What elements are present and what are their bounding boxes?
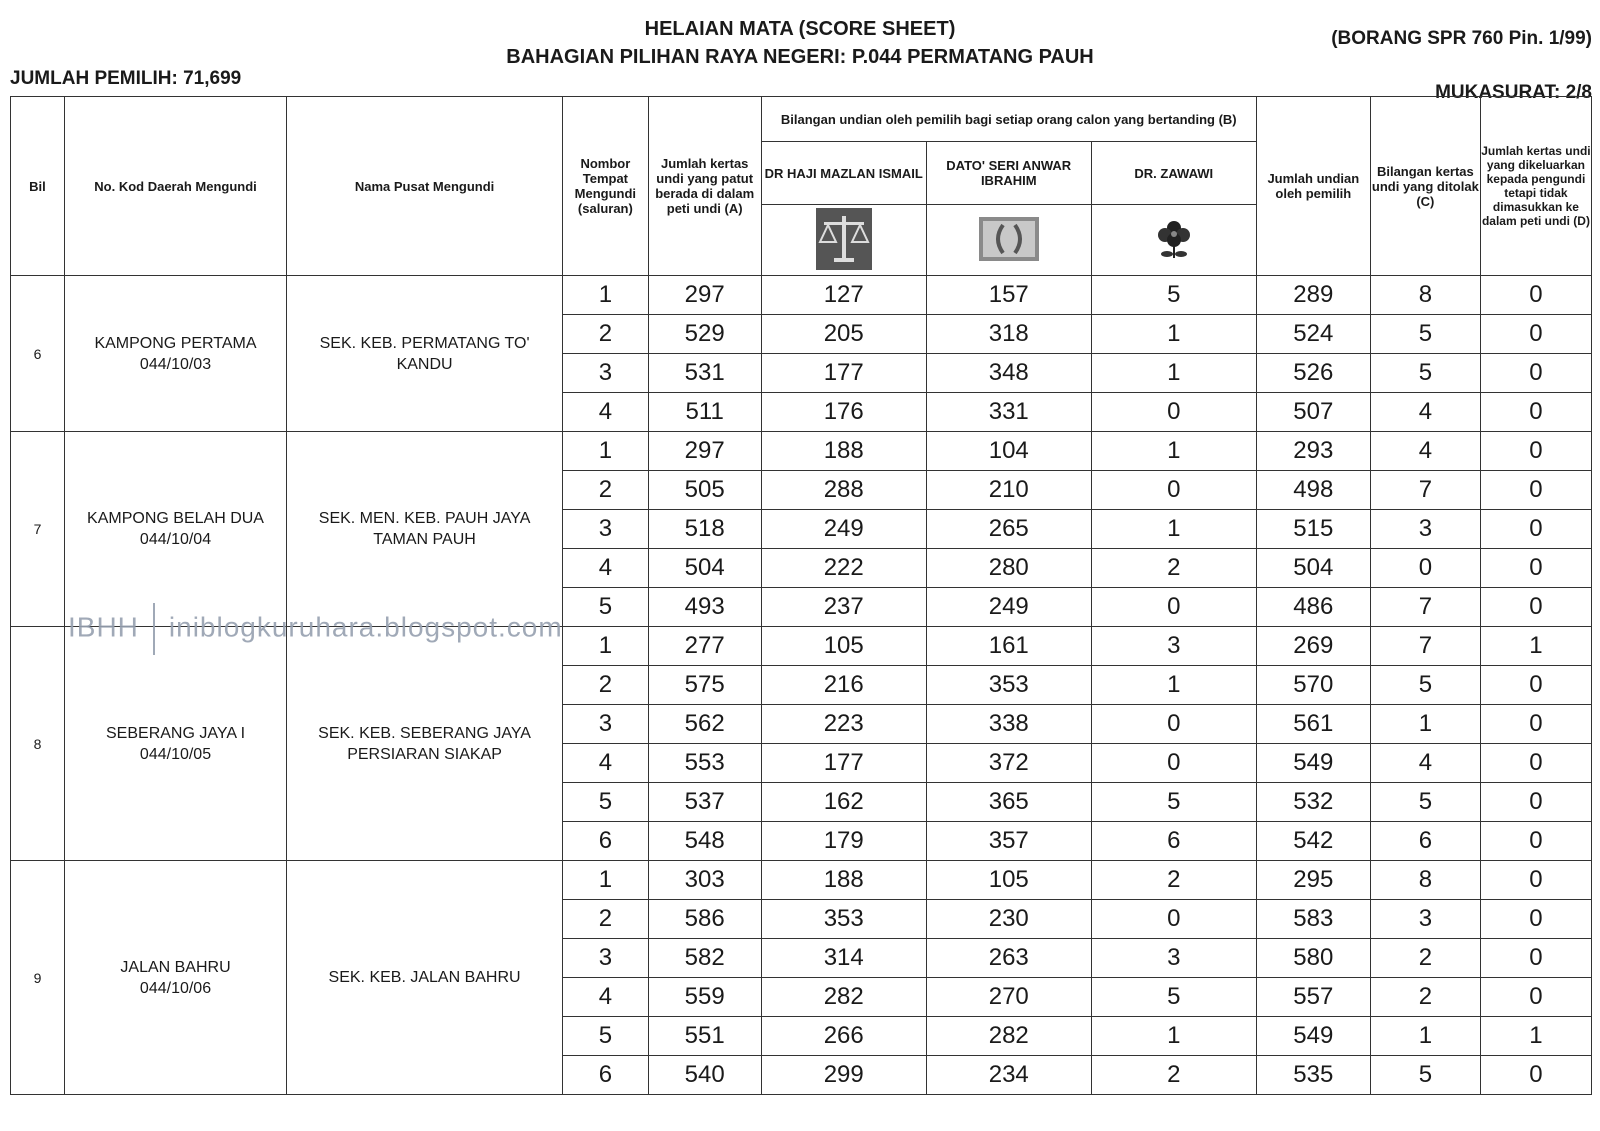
candidate-2-symbol bbox=[926, 205, 1091, 276]
rejected-papers: 4 bbox=[1370, 744, 1480, 783]
rejected-papers: 5 bbox=[1370, 783, 1480, 822]
total-votes: 549 bbox=[1256, 1017, 1370, 1056]
candidate-1-votes: 282 bbox=[761, 978, 926, 1017]
total-votes: 524 bbox=[1256, 315, 1370, 354]
district-cell bbox=[64, 276, 286, 432]
total-votes: 486 bbox=[1256, 588, 1370, 627]
total-votes: 542 bbox=[1256, 822, 1370, 861]
candidate-1-votes: 177 bbox=[761, 354, 926, 393]
papers-expected: 582 bbox=[648, 939, 761, 978]
candidate-1-votes: 216 bbox=[761, 666, 926, 705]
papers-expected: 551 bbox=[648, 1017, 761, 1056]
table-row bbox=[11, 861, 1592, 900]
papers-expected: 529 bbox=[648, 315, 761, 354]
stream-number: 5 bbox=[563, 783, 649, 822]
rejected-papers: 4 bbox=[1370, 393, 1480, 432]
candidate-2-votes: 318 bbox=[926, 315, 1091, 354]
papers-expected: 297 bbox=[648, 432, 761, 471]
candidate-1-votes: 249 bbox=[761, 510, 926, 549]
rejected-papers: 6 bbox=[1370, 822, 1480, 861]
issued-not-deposited: 1 bbox=[1480, 627, 1591, 666]
district-name: KAMPONG BELAH DUA bbox=[87, 510, 264, 527]
candidate-3-votes: 0 bbox=[1091, 744, 1256, 783]
rejected-papers: 5 bbox=[1370, 354, 1480, 393]
candidate-2-votes: 265 bbox=[926, 510, 1091, 549]
stream-number: 1 bbox=[563, 627, 649, 666]
candidate-1-votes: 127 bbox=[761, 276, 926, 315]
candidate-3-votes: 1 bbox=[1091, 315, 1256, 354]
rejected-papers: 5 bbox=[1370, 1056, 1480, 1095]
polling-centre-name: SEK. KEB. PERMATANG TO' KANDU bbox=[287, 276, 563, 432]
issued-not-deposited: 0 bbox=[1480, 549, 1591, 588]
total-votes: 580 bbox=[1256, 939, 1370, 978]
papers-expected: 575 bbox=[648, 666, 761, 705]
eye-logo-icon bbox=[979, 217, 1039, 264]
watermark-divider bbox=[153, 603, 155, 655]
issued-not-deposited: 0 bbox=[1480, 939, 1591, 978]
stream-number: 3 bbox=[563, 705, 649, 744]
issued-not-deposited: 0 bbox=[1480, 666, 1591, 705]
candidate-1-votes: 105 bbox=[761, 627, 926, 666]
issued-not-deposited: 0 bbox=[1480, 900, 1591, 939]
district-code: 044/10/05 bbox=[139, 745, 212, 763]
candidate-3-votes: 0 bbox=[1091, 900, 1256, 939]
rejected-papers: 3 bbox=[1370, 900, 1480, 939]
candidate-2-votes: 105 bbox=[926, 861, 1091, 900]
candidate-1-votes: 176 bbox=[761, 393, 926, 432]
stream-number: 3 bbox=[563, 510, 649, 549]
papers-expected: 511 bbox=[648, 393, 761, 432]
stream-number: 2 bbox=[563, 471, 649, 510]
score-table bbox=[10, 96, 1592, 1095]
papers-expected: 303 bbox=[648, 861, 761, 900]
candidate-3-votes: 3 bbox=[1091, 627, 1256, 666]
rejected-papers: 7 bbox=[1370, 588, 1480, 627]
issued-not-deposited: 0 bbox=[1480, 276, 1591, 315]
issued-not-deposited: 0 bbox=[1480, 705, 1591, 744]
issued-not-deposited: 0 bbox=[1480, 744, 1591, 783]
scales-icon bbox=[816, 208, 872, 273]
stream-number: 3 bbox=[563, 939, 649, 978]
papers-expected: 562 bbox=[648, 705, 761, 744]
district-cell bbox=[64, 627, 286, 861]
candidate-3-votes: 5 bbox=[1091, 783, 1256, 822]
candidate-2-votes: 249 bbox=[926, 588, 1091, 627]
rejected-papers: 2 bbox=[1370, 978, 1480, 1017]
district-name: KAMPONG PERTAMA bbox=[94, 334, 257, 352]
issued-not-deposited: 0 bbox=[1480, 783, 1591, 822]
total-votes: 526 bbox=[1256, 354, 1370, 393]
papers-expected: 531 bbox=[648, 354, 761, 393]
col-rejected: Bilangan kertas undi yang ditolak (C) bbox=[1370, 97, 1480, 276]
candidate-1-votes: 222 bbox=[761, 549, 926, 588]
col-total-votes: Jumlah undian oleh pemilih bbox=[1256, 97, 1370, 276]
watermark-left: IBHH bbox=[68, 611, 139, 643]
col-papers-expected: Jumlah kertas undi yang patut berada di dalam peti undi (A) bbox=[648, 97, 761, 276]
bil-number: 8 bbox=[11, 627, 65, 861]
candidate-3-votes: 6 bbox=[1091, 822, 1256, 861]
table-row bbox=[11, 432, 1592, 471]
candidate-1-votes: 188 bbox=[761, 861, 926, 900]
papers-expected: 586 bbox=[648, 900, 761, 939]
papers-expected: 297 bbox=[648, 276, 761, 315]
total-votes: 532 bbox=[1256, 783, 1370, 822]
candidate-1-votes: 179 bbox=[761, 822, 926, 861]
candidate-1-votes: 223 bbox=[761, 705, 926, 744]
page-number: MUKASURAT: 2/8 bbox=[1435, 82, 1592, 103]
issued-not-deposited: 0 bbox=[1480, 822, 1591, 861]
total-votes: 535 bbox=[1256, 1056, 1370, 1095]
candidate-1-votes: 188 bbox=[761, 432, 926, 471]
candidate-3-name: DR. ZAWAWI bbox=[1091, 142, 1256, 205]
candidate-3-votes: 3 bbox=[1091, 939, 1256, 978]
total-votes: 498 bbox=[1256, 471, 1370, 510]
candidate-2-votes: 270 bbox=[926, 978, 1091, 1017]
candidate-1-symbol bbox=[761, 205, 926, 276]
total-votes: 561 bbox=[1256, 705, 1370, 744]
stream-number: 2 bbox=[563, 900, 649, 939]
candidate-2-votes: 161 bbox=[926, 627, 1091, 666]
total-votes: 295 bbox=[1256, 861, 1370, 900]
issued-not-deposited: 0 bbox=[1480, 510, 1591, 549]
watermark-right: iniblogkuruhara.blogspot.com bbox=[168, 611, 563, 643]
issued-not-deposited: 0 bbox=[1480, 861, 1591, 900]
rejected-papers: 7 bbox=[1370, 471, 1480, 510]
issued-not-deposited: 0 bbox=[1480, 315, 1591, 354]
candidate-2-votes: 357 bbox=[926, 822, 1091, 861]
rejected-papers: 5 bbox=[1370, 666, 1480, 705]
papers-expected: 548 bbox=[648, 822, 761, 861]
candidate-3-votes: 5 bbox=[1091, 978, 1256, 1017]
stream-number: 1 bbox=[563, 861, 649, 900]
stream-number: 4 bbox=[563, 978, 649, 1017]
issued-not-deposited: 0 bbox=[1480, 471, 1591, 510]
total-votes: 549 bbox=[1256, 744, 1370, 783]
col-votes-group: Bilangan undian oleh pemilih bagi setiap orang calon yang bertanding (B) bbox=[761, 97, 1256, 142]
col-centre-name: Nama Pusat Mengundi bbox=[287, 97, 563, 276]
candidate-1-votes: 162 bbox=[761, 783, 926, 822]
col-bil: Bil bbox=[11, 97, 65, 276]
candidate-2-votes: 331 bbox=[926, 393, 1091, 432]
candidate-3-votes: 0 bbox=[1091, 393, 1256, 432]
rejected-papers: 8 bbox=[1370, 861, 1480, 900]
papers-expected: 518 bbox=[648, 510, 761, 549]
candidate-2-votes: 157 bbox=[926, 276, 1091, 315]
bil-number: 6 bbox=[11, 276, 65, 432]
candidate-3-votes: 1 bbox=[1091, 510, 1256, 549]
candidate-2-votes: 263 bbox=[926, 939, 1091, 978]
issued-not-deposited: 0 bbox=[1480, 432, 1591, 471]
candidate-3-votes: 5 bbox=[1091, 276, 1256, 315]
candidate-1-votes: 288 bbox=[761, 471, 926, 510]
candidate-2-votes: 230 bbox=[926, 900, 1091, 939]
candidate-2-votes: 282 bbox=[926, 1017, 1091, 1056]
rejected-papers: 8 bbox=[1370, 276, 1480, 315]
stream-number: 4 bbox=[563, 549, 649, 588]
candidate-2-name: DATO' SERI ANWAR IBRAHIM bbox=[926, 142, 1091, 205]
papers-expected: 493 bbox=[648, 588, 761, 627]
stream-number: 5 bbox=[563, 1017, 649, 1056]
stream-number: 6 bbox=[563, 822, 649, 861]
papers-expected: 277 bbox=[648, 627, 761, 666]
papers-expected: 504 bbox=[648, 549, 761, 588]
candidate-2-votes: 210 bbox=[926, 471, 1091, 510]
total-votes: 504 bbox=[1256, 549, 1370, 588]
total-votes: 557 bbox=[1256, 978, 1370, 1017]
candidate-2-votes: 280 bbox=[926, 549, 1091, 588]
sheet-title: HELAIAN MATA (SCORE SHEET) bbox=[644, 18, 956, 40]
candidate-3-votes: 2 bbox=[1091, 549, 1256, 588]
flower-icon bbox=[1154, 216, 1194, 265]
col-stream: Nombor Tempat Mengundi (saluran) bbox=[563, 97, 649, 276]
total-votes: 583 bbox=[1256, 900, 1370, 939]
stream-number: 1 bbox=[563, 276, 649, 315]
issued-not-deposited: 0 bbox=[1480, 978, 1591, 1017]
papers-expected: 537 bbox=[648, 783, 761, 822]
total-votes: 515 bbox=[1256, 510, 1370, 549]
candidate-3-votes: 1 bbox=[1091, 432, 1256, 471]
polling-centre-name: SEK. MEN. KEB. PAUH JAYA TAMAN PAUH bbox=[287, 432, 563, 627]
candidate-1-votes: 237 bbox=[761, 588, 926, 627]
papers-expected: 559 bbox=[648, 978, 761, 1017]
rejected-papers: 1 bbox=[1370, 705, 1480, 744]
total-votes: 507 bbox=[1256, 393, 1370, 432]
issued-not-deposited: 0 bbox=[1480, 393, 1591, 432]
col-district-code: No. Kod Daerah Mengundi bbox=[64, 97, 286, 276]
district-name: JALAN BAHRU bbox=[120, 958, 231, 976]
total-voters: JUMLAH PEMILIH: 71,699 bbox=[10, 68, 242, 89]
issued-not-deposited: 0 bbox=[1480, 1056, 1591, 1095]
candidate-3-votes: 0 bbox=[1091, 471, 1256, 510]
sheet-subtitle: BAHAGIAN PILIHAN RAYA NEGERI: P.044 PERMATANG PAUH bbox=[506, 46, 1094, 68]
candidate-3-votes: 0 bbox=[1091, 705, 1256, 744]
candidate-3-votes: 1 bbox=[1091, 666, 1256, 705]
papers-expected: 505 bbox=[648, 471, 761, 510]
candidate-3-votes: 2 bbox=[1091, 861, 1256, 900]
candidate-3-symbol bbox=[1091, 205, 1256, 276]
rejected-papers: 0 bbox=[1370, 549, 1480, 588]
candidate-2-votes: 372 bbox=[926, 744, 1091, 783]
total-votes: 289 bbox=[1256, 276, 1370, 315]
rejected-papers: 7 bbox=[1370, 627, 1480, 666]
rejected-papers: 2 bbox=[1370, 939, 1480, 978]
total-votes: 570 bbox=[1256, 666, 1370, 705]
candidate-2-votes: 348 bbox=[926, 354, 1091, 393]
candidate-1-name: DR HAJI MAZLAN ISMAIL bbox=[761, 142, 926, 205]
polling-centre-name: SEK. KEB. JALAN BAHRU bbox=[287, 861, 563, 1095]
district-name: SEBERANG JAYA I bbox=[106, 724, 246, 742]
polling-centre-name: SEK. KEB. SEBERANG JAYA PERSIARAN SIAKAP bbox=[287, 627, 563, 861]
bil-number: 9 bbox=[11, 861, 65, 1095]
stream-number: 1 bbox=[563, 432, 649, 471]
district-code: 044/10/04 bbox=[139, 531, 212, 548]
candidate-3-votes: 1 bbox=[1091, 354, 1256, 393]
candidate-2-votes: 104 bbox=[926, 432, 1091, 471]
rejected-papers: 5 bbox=[1370, 315, 1480, 354]
candidate-1-votes: 314 bbox=[761, 939, 926, 978]
watermark bbox=[68, 603, 563, 655]
stream-number: 3 bbox=[563, 354, 649, 393]
rejected-papers: 3 bbox=[1370, 510, 1480, 549]
rejected-papers: 4 bbox=[1370, 432, 1480, 471]
stream-number: 4 bbox=[563, 744, 649, 783]
stream-number: 2 bbox=[563, 666, 649, 705]
score-table-body bbox=[11, 276, 1592, 1095]
rejected-papers: 1 bbox=[1370, 1017, 1480, 1056]
issued-not-deposited: 1 bbox=[1480, 1017, 1591, 1056]
papers-expected: 540 bbox=[648, 1056, 761, 1095]
candidate-3-votes: 2 bbox=[1091, 1056, 1256, 1095]
district-code: 044/10/06 bbox=[139, 979, 212, 997]
candidate-1-votes: 353 bbox=[761, 900, 926, 939]
stream-number: 5 bbox=[563, 588, 649, 627]
candidate-3-votes: 1 bbox=[1091, 1017, 1256, 1056]
stream-number: 4 bbox=[563, 393, 649, 432]
candidate-3-votes: 0 bbox=[1091, 588, 1256, 627]
bil-number: 7 bbox=[11, 432, 65, 627]
candidate-2-votes: 353 bbox=[926, 666, 1091, 705]
district-code: 044/10/03 bbox=[139, 355, 212, 373]
candidate-2-votes: 365 bbox=[926, 783, 1091, 822]
district-cell bbox=[64, 861, 286, 1095]
stream-number: 2 bbox=[563, 315, 649, 354]
issued-not-deposited: 0 bbox=[1480, 588, 1591, 627]
district-cell bbox=[64, 432, 286, 627]
form-reference: (BORANG SPR 760 Pin. 1/99) bbox=[1331, 28, 1592, 49]
col-issued-not-deposited: Jumlah kertas undi yang dikeluarkan kepada pengundi tetapi tidak dimasukkan ke dalam peti undi (D) bbox=[1480, 97, 1591, 276]
candidate-1-votes: 177 bbox=[761, 744, 926, 783]
candidate-1-votes: 299 bbox=[761, 1056, 926, 1095]
stream-number: 6 bbox=[563, 1056, 649, 1095]
total-votes: 293 bbox=[1256, 432, 1370, 471]
candidate-2-votes: 338 bbox=[926, 705, 1091, 744]
candidate-2-votes: 234 bbox=[926, 1056, 1091, 1095]
issued-not-deposited: 0 bbox=[1480, 354, 1591, 393]
total-votes: 269 bbox=[1256, 627, 1370, 666]
papers-expected: 553 bbox=[648, 744, 761, 783]
table-row bbox=[11, 276, 1592, 315]
candidate-1-votes: 266 bbox=[761, 1017, 926, 1056]
candidate-1-votes: 205 bbox=[761, 315, 926, 354]
